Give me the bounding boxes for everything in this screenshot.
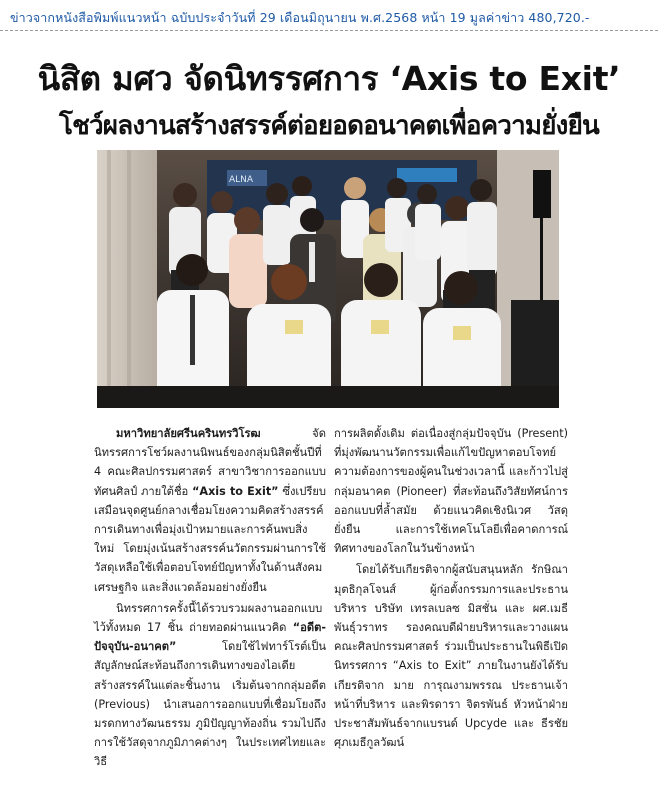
- article-headline: นิสิต มศว จัดนิทรรศการ ‘Axis to Exit’: [37, 59, 621, 98]
- concept-name: “อดีต-ปัจจุบัน-อนาคต”: [94, 621, 326, 654]
- newspaper-source-line: ข่าวจากหนังสือพิมพ์แนวหน้า ฉบับประจำวันที่ 29 เดือนมิถุนายน พ.ศ.2568 หน้า 19 มูลค่าข่าว 480,720.-: [10, 10, 590, 25]
- article-column-right: [334, 424, 568, 752]
- left-paragraph-2: [94, 599, 326, 772]
- board-logo-text: ALNA: [229, 175, 254, 185]
- article-subheadline: โชว์ผลงานสร้างสรรค์ต่อยอดอนาคตเพื่อความยั่งยืน: [59, 111, 599, 141]
- left-p2-text-b: โดยใช้ไฟทาร์โรต์เป็นสัญลักษณ์สะท้อนถึงการเดินทางของไอเดียสร้างสรรค์ในแต่ละชิ้นงาน เริ่มต้นจากกลุ่มอดีต (Previous) นำเสนอการออกแบบที่เชื่อมโยงถึงมรดกทางวัฒนธรรม ภูมิปัญญาท้องถิ่น รวมไปถึงการใช้วัสดุจากภูมิภาคต่างๆ ในประเทศไทยและวิธี: [94, 640, 326, 769]
- left-p1-text-a: จัดนิทรรศการโชว์ผลงานนิพนธ์ของกลุ่มนิสิตชั้นปีที่ 4 คณะศิลปกรรมศาสตร์ สาขาวิชาการออกแบบทัศนศิลป์ ภายใต้ชื่อ: [94, 427, 326, 498]
- right-paragraph-2: โดยได้รับเกียรติจากผู้สนับสนุนหลัก รักษิณา มุตธิกุลโจนส์ ผู้ก่อตั้งกรรมการและประธานบริหาร บริษัท เทรลเบลซ มิสชั่น และ ผศ.เมธี พันธุ์วราทร รองคณบดีฝ่ายบริหารและวางแผนคณะศิลปกรรมศาสตร์ ร่วมเป็นประธานในพิธีเปิดนิทรรศการ “Axis to Exit” ภายในงานยังได้รับเกียรติจาก มาย การุณงามพรรณ ประธานเจ้าหน้าที่บริหาร และพิรดารา จิตรพันธ์ หัวหน้าฝ่ายประชาสัมพันธ์จากแบรนด์ Upcyde และ ธีรชัย ศุภเมธีกูลวัฒน์: [334, 563, 568, 750]
- left-paragraph-1: [94, 424, 326, 597]
- article-column-left: [94, 424, 326, 772]
- university-name: มหาวิทยาลัยศรีนครินทรวิโรฒ: [116, 427, 261, 440]
- left-p2-text-a: นิทรรศการครั้งนี้ได้รวบรวมผลงานออกแบบไว้ทั้งหมด 17 ชิ้น ถ่ายทอดผ่านแนวคิด: [94, 601, 323, 635]
- left-p1-text-b: ซึ่งเปรียบเสมือนจุดศูนย์กลางเชื่อมโยงความคิดสร้างสรรค์การเดินทางเพื่อมุ่งเป้าหมายและการค้นพบสิ่งใหม่ โดยมุ่งเน้นสร้างสรรค์นวัตกรรมผ่านการใช้วัสดุเหลือใช้เพื่อตอบโจทย์ปัญหาทั้งในด้านสังคม เศรษฐกิจ และสิ่งแวดล้อมอย่างยั่งยืน: [94, 484, 327, 594]
- exhibition-name: “Axis to Exit”: [192, 484, 279, 498]
- header-divider: [0, 30, 658, 31]
- right-paragraph-1: การผลิตดั้งเดิม ต่อเนื่องสู่กลุ่มปัจจุบัน (Present) ที่มุ่งพัฒนานวัตกรรมเพื่อแก้ไขปัญหาตอบโจทย์ความต้องการของผู้คนในช่วงเวลานี้ และก้าวไปสู่กลุ่มอนาคต (Pioneer) ที่สะท้อนถึงวิสัยทัศน์การออกแบบที่ล้ำสมัย ด้วยแนวคิดเชิงนิเวศ วัสดุยั่งยืน และการใช้เทคโนโลยีเพื่อคาดการณ์ทิศทางของโลกในวันข้างหน้า: [334, 427, 568, 556]
- group-photo: [97, 150, 559, 408]
